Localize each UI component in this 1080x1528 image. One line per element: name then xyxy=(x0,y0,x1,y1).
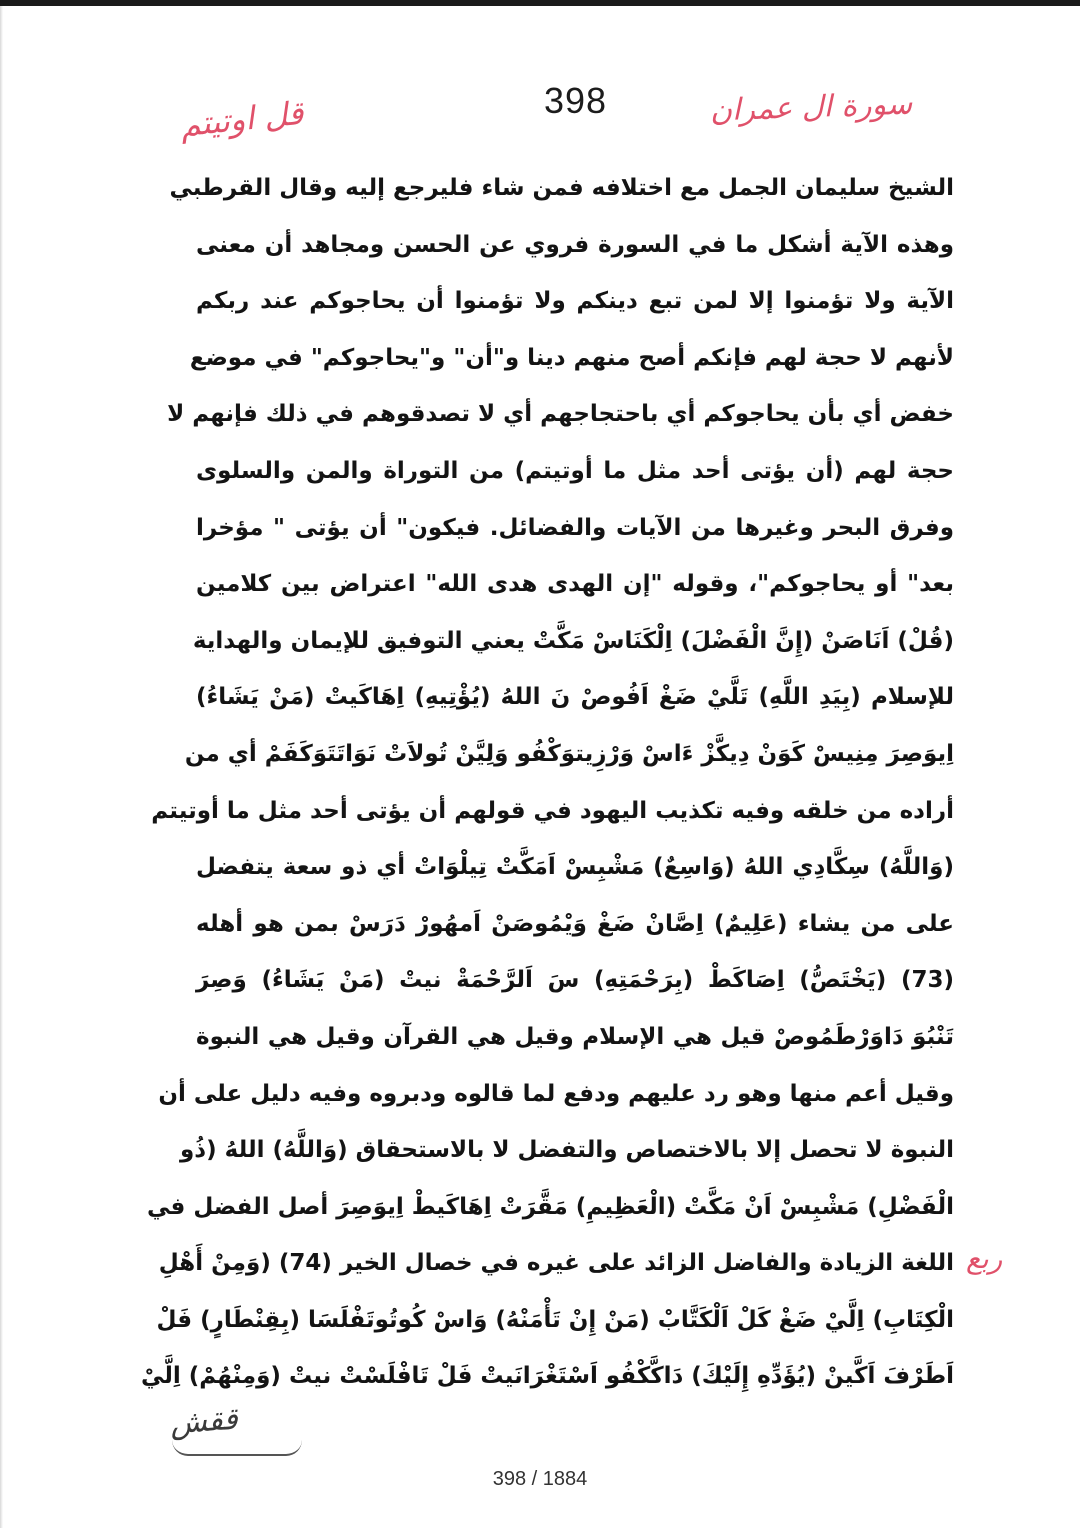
text-line: (قُلْ) اَنَاصَنْ (إِنَّ الْفَضْلَ) اِلْكَنَاسْ مَكَّتْ يعني التوفيق للإيمان والهداية xyxy=(192,627,954,654)
scan-top-border xyxy=(0,0,1080,6)
margin-note-bottom: ققش xyxy=(168,1401,239,1442)
page-indicator: 398 / 1884 xyxy=(492,1468,588,1490)
scan-left-edge xyxy=(0,6,3,1528)
text-line: الْفَضْلِ) مَشْبِسْ اَنْ مَكَّتْ (الْعَظِيمِ) مَقَّرَتْ اِهَاكَيطْ اِيوَصِرَ أصل الفضل في xyxy=(146,1193,954,1220)
margin-note-underline xyxy=(172,1440,302,1456)
margin-note-verse: قل اوتيتم xyxy=(178,93,306,145)
text-line: للإسلام (بِيَدِ اللَّهِ) تَلَّيْ ضَغْ اَفُوصْ نَ اللهُ (يُؤْتِيهِ) اِهَاكَيتْ (مَنْ يَشَاءُ) xyxy=(196,684,954,711)
text-line: اَطَرْفَ اَكَّينْ (يُؤَدِّهِ إِلَيْكَ) دَاكَّكْفُو اَسْتَغْرَانَيتْ فَلْ تَافْلَسْتْ نيتْ (وَمِنْهُمْ) اِلَّيْ xyxy=(140,1363,954,1390)
text-line: (73) (يَخْتَصُّ) اِصَاكَطْ (بِرَحْمَتِهِ) سَ اَلرَّحْمَةْ نيتْ (مَنْ يَشَاءُ) وَصِرَ xyxy=(196,967,954,994)
text-line: خفض أي بأن يحاجوكم أي باحتجاجهم أي لا تصدقوهم في ذلك فإنهم لا xyxy=(167,401,954,428)
text-line: اللغة الزيادة والفاضل الزائد على غيره في خصال الخير (74) (وَمِنْ أَهْلِ xyxy=(158,1250,954,1277)
text-line: وفرق البحر وغيرها من الآيات والفضائل. فيكون" أن يؤتى " مؤخرا xyxy=(196,514,954,541)
text-line: اِيوَصِرَ مِنِيسْ كَوَنْ دِيكَّزْ ءَاسْ وَرْزِيتوَكْفُو وَلِيَّنْ تُولاَتْ نَوَاتَتَوَكَفَمْ أي من xyxy=(184,740,954,767)
text-line: الشيخ سليمان الجمل مع اختلافه فمن شاء فليرجع إليه وقال القرطبي xyxy=(169,175,954,201)
text-line: وهذه الآية أشكل ما في السورة فروي عن الحسن ومجاهد أن معنى xyxy=(196,231,954,258)
page-body-text xyxy=(140,160,954,1405)
text-line: وقيل أعم منها وهو رد عليهم ودفع لما قالوه ودبروه وفيه دليل على أن xyxy=(158,1080,954,1107)
text-line: النبوة لا تحصل إلا بالاختصاص والتفضل لا بالاستحقاق (وَاللَّهُ) اللهُ (ذُو xyxy=(180,1137,954,1164)
text-line: لأنهم لا حجة لهم فإنكم أصح منهم دينا و"أن" و"يحاجوكم" في موضع xyxy=(189,344,954,371)
text-line: الآية ولا تؤمنوا إلا لمن تبع دينكم ولا تؤمنوا أن يحاجوكم عند ربكم xyxy=(196,288,954,315)
text-line: على من يشاء (عَلِيمٌ) اِصَّانْ ضَغْ وَيْمُوصَنْ اَمهُورْ دَرَسْ بمن هو أهله xyxy=(196,910,954,937)
margin-note-rub: ربع xyxy=(966,1242,1003,1275)
margin-note-surah: سورة ال عمران xyxy=(709,86,913,129)
text-line: (وَاللَّهُ) سِكَّادِي اللهُ (وَاسِعٌ) مَشْبِسْ اَمَكَّتْ تِيلْوَاتْ أي ذو سعة يتفضل xyxy=(196,854,954,881)
text-line: الْكِتَابِ) اِلَّيْ ضَغْ كَلْ اَلْكَتَّابْ (مَنْ إِنْ تَأْمَنْهُ) وَاسْ كُوتُوتَفْلَسَا (بِقِنْطَارٍ) فَلْ xyxy=(156,1306,954,1333)
text-line: تَنْبُوَ دَاوَرْطَمُوصْ قيل هي الإسلام وقيل هي القرآن وقيل هي النبوة xyxy=(196,1023,954,1050)
text-line: أراده من خلقه وفيه تكذيب اليهود في قولهم أن يؤتى أحد مثل ما أوتيتم xyxy=(151,797,954,824)
text-line: حجة لهم (أن يؤتى أحد مثل ما أوتيتم) من التوراة والمن والسلوى xyxy=(196,457,954,484)
page-number: 398 xyxy=(544,80,608,121)
text-line: بعد" أو يحاجوكم"، وقوله "إن الهدى هدى الله" اعتراض بين كلامين xyxy=(196,571,954,598)
